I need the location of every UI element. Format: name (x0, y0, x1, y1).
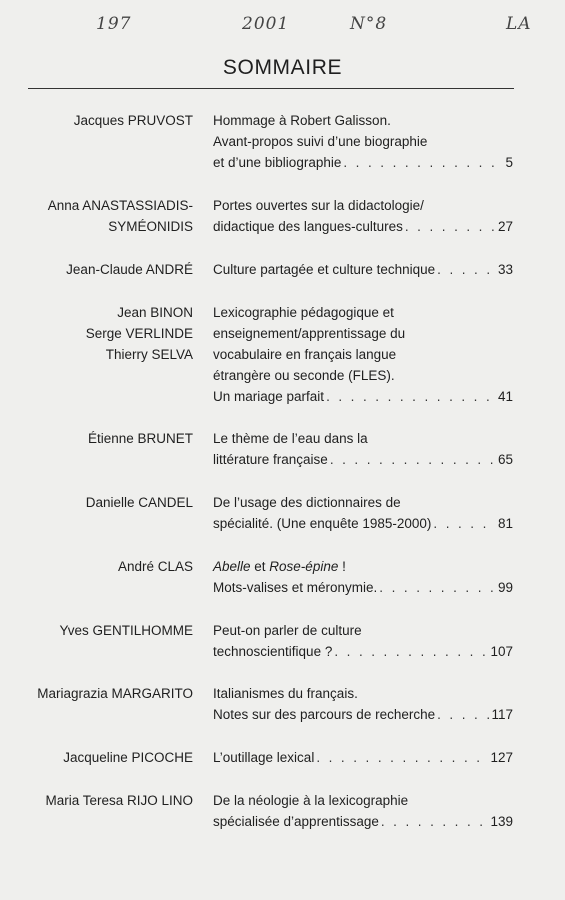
leader-dots (433, 513, 496, 534)
entry-authors (0, 195, 193, 237)
title-line: Culture partagée et culture technique (213, 262, 436, 277)
author-name: Yves GENTILHOMME (59, 623, 193, 638)
title-last-line (213, 577, 513, 598)
title-connector: et (250, 559, 270, 574)
page-number: 117 (491, 707, 513, 722)
leader-dots (405, 216, 496, 237)
author-name: SYMÉONIDIS (108, 219, 193, 234)
title-italic-word: Abelle (213, 559, 251, 574)
title-line (213, 556, 513, 577)
page-number: 27 (497, 219, 513, 234)
handwritten-note: 197 (96, 14, 132, 34)
entry-title (213, 110, 513, 173)
title-line: et d’une bibliographie (213, 155, 342, 170)
entry-authors (0, 556, 193, 577)
entry-authors (0, 492, 193, 513)
entry-title (213, 428, 513, 470)
title-last-line (213, 449, 513, 470)
page-number: 5 (505, 155, 513, 170)
title-last-line (213, 704, 513, 725)
leader-dots (326, 386, 496, 407)
title-line: littérature française (213, 452, 328, 467)
title-line: Avant-propos suivi d’une biographie (213, 134, 428, 149)
author-name: Mariagrazia MARGARITO (37, 686, 193, 701)
entry-title (213, 620, 513, 662)
leader-dots (437, 704, 489, 725)
author-name: Maria Teresa RIJO LINO (45, 793, 193, 808)
entry-authors (0, 790, 193, 811)
entry-title (213, 492, 513, 534)
author-name: Thierry SELVA (105, 347, 193, 362)
entry-authors (0, 259, 193, 280)
leader-dots (379, 577, 496, 598)
title-punctuation: ! (338, 559, 346, 574)
entry-authors (0, 428, 193, 449)
author-name: Jacqueline PICOCHE (63, 750, 193, 765)
author-name: Étienne BRUNET (87, 431, 193, 446)
title-line: didactique des langues-cultures (213, 219, 403, 234)
title-line: Notes sur des parcours de recherche (213, 707, 436, 722)
page-number: 65 (497, 452, 513, 467)
page-number: 41 (497, 389, 513, 404)
title-line: Hommage à Robert Galisson. (213, 113, 391, 128)
handwritten-note: N°8 (350, 14, 388, 34)
handwritten-note: 2001 (242, 14, 290, 34)
title-line: vocabulaire en français langue (213, 347, 397, 362)
author-name: André CLAS (117, 559, 193, 574)
title-line: spécialité. (Une enquête 1985-2000) (213, 516, 432, 531)
handwritten-note: LA (506, 14, 532, 34)
page-number: 33 (497, 262, 513, 277)
title-line: Italianismes du français. (213, 686, 358, 701)
title-last-line (213, 152, 513, 173)
title-line: Peut-on parler de culture (213, 623, 362, 638)
title-last-line (213, 747, 513, 768)
title-last-line (213, 386, 513, 407)
title-last-line (213, 259, 513, 280)
title-last-line (213, 641, 513, 662)
title-italic-word: Rose-épine (269, 559, 339, 574)
page-number: 127 (490, 750, 513, 765)
entry-authors (0, 302, 193, 365)
entry-title (213, 302, 513, 407)
title-last-line (213, 513, 513, 534)
title-line: Portes ouvertes sur la didactologie/ (213, 198, 424, 213)
entry-authors (0, 747, 193, 768)
title-line: De l’usage des dictionnaires de (213, 495, 401, 510)
title-line: enseignement/apprentissage du (213, 326, 406, 341)
entry-authors (0, 620, 193, 641)
entry-authors (0, 110, 193, 131)
author-name: Jean BINON (117, 305, 193, 320)
title-line: De la néologie à la lexicographie (213, 793, 409, 808)
leader-dots (381, 811, 489, 832)
title-rule (28, 88, 514, 89)
title-line: Lexicographie pédagogique et (213, 305, 394, 320)
leader-dots (437, 259, 496, 280)
page-number: 107 (490, 644, 513, 659)
title-last-line (213, 811, 513, 832)
entry-title (213, 556, 513, 598)
title-line: étrangère ou seconde (FLES). (213, 368, 395, 383)
leader-dots (334, 641, 488, 662)
entry-title (213, 747, 513, 768)
author-name: Danielle CANDEL (85, 495, 193, 510)
title-last-line (213, 216, 513, 237)
leader-dots (316, 747, 488, 768)
title-line: Le thème de l’eau dans la (213, 431, 368, 446)
author-name: Anna ANASTASSIADIS- (47, 198, 193, 213)
title-line: L’outillage lexical (213, 750, 315, 765)
page-title: SOMMAIRE (222, 56, 343, 79)
leader-dots (343, 152, 503, 173)
entry-title (213, 195, 513, 237)
page-number: 99 (497, 580, 513, 595)
page-number: 139 (490, 814, 513, 829)
author-name: Jean-Claude ANDRÉ (66, 262, 193, 277)
author-name: Jacques PRUVOST (73, 113, 193, 128)
title-line: Mots-valises et méronymie. (213, 580, 378, 595)
entry-title (213, 790, 513, 832)
title-line: technoscientifique ? (213, 644, 333, 659)
entry-authors (0, 683, 193, 704)
page-number: 81 (497, 516, 513, 531)
title-line: spécialisée d’apprentissage (213, 814, 379, 829)
entry-title (213, 683, 513, 725)
title-line: Un mariage parfait (213, 389, 325, 404)
leader-dots (330, 449, 496, 470)
author-name: Serge VERLINDE (85, 326, 193, 341)
entry-title (213, 259, 513, 280)
